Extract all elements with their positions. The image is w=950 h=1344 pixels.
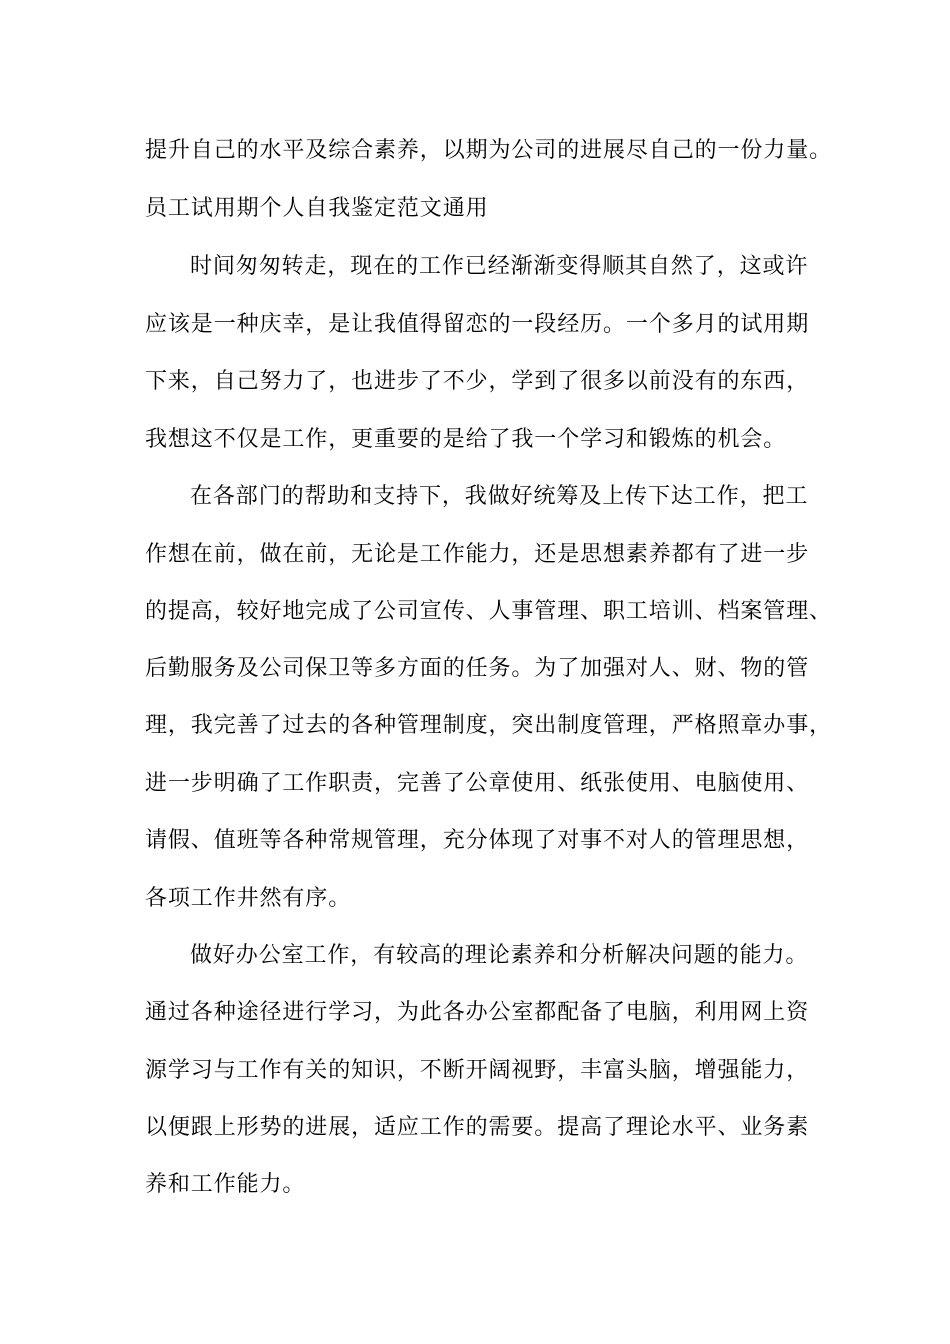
text-line: 进一步明确了工作职责，完善了公章使用、纸张使用、电脑使用、 bbox=[145, 771, 810, 796]
text-line: 后勤服务及公司保卫等多方面的任务。为了加强对人、财、物的管 bbox=[145, 656, 810, 681]
text-line: 我想这不仅是工作，更重要的是给了我一个学习和锻炼的机会。 bbox=[145, 427, 787, 452]
text-line: 做好办公室工作，有较高的理论素养和分析解决问题的能力。 bbox=[190, 943, 809, 968]
text-line: 作想在前，做在前，无论是工作能力，还是思想素养都有了进一步 bbox=[145, 542, 810, 567]
text-line: 应该是一种庆幸，是让我值得留恋的一段经历。一个多月的试用期 bbox=[145, 312, 810, 337]
text-line: 各项工作井然有序。 bbox=[145, 886, 352, 911]
text-line: 以便跟上形势的进展，适应工作的需要。提高了理论水平、业务素 bbox=[145, 1115, 810, 1140]
text-line: 在各部门的帮助和支持下，我做好统筹及上传下达工作，把工 bbox=[190, 484, 809, 509]
text-line: 源学习与工作有关的知识，不断开阔视野，丰富头脑，增强能力， bbox=[145, 1058, 810, 1083]
text-line: 时间匆匆转走，现在的工作已经渐渐变得顺其自然了，这或许 bbox=[190, 254, 809, 279]
text-line: 提升自己的水平及综合素养，以期为公司的进展尽自己的一份力量。 bbox=[145, 138, 833, 163]
text-line: 养和工作能力。 bbox=[145, 1172, 306, 1197]
text-line: 请假、值班等各种常规管理，充分体现了对事不对人的管理思想， bbox=[145, 828, 810, 853]
text-line: 通过各种途径进行学习，为此各办公室都配备了电脑，利用网上资 bbox=[145, 1000, 810, 1025]
text-line: 的提高，较好地完成了公司宣传、人事管理、职工培训、档案管理、 bbox=[145, 599, 833, 624]
section-heading: 员工试用期个人自我鉴定范文通用 bbox=[145, 196, 489, 221]
text-line: 理，我完善了过去的各种管理制度，突出制度管理，严格照章办事， bbox=[145, 713, 833, 738]
text-line: 下来，自己努力了，也进步了不少，学到了很多以前没有的东西， bbox=[145, 369, 810, 394]
